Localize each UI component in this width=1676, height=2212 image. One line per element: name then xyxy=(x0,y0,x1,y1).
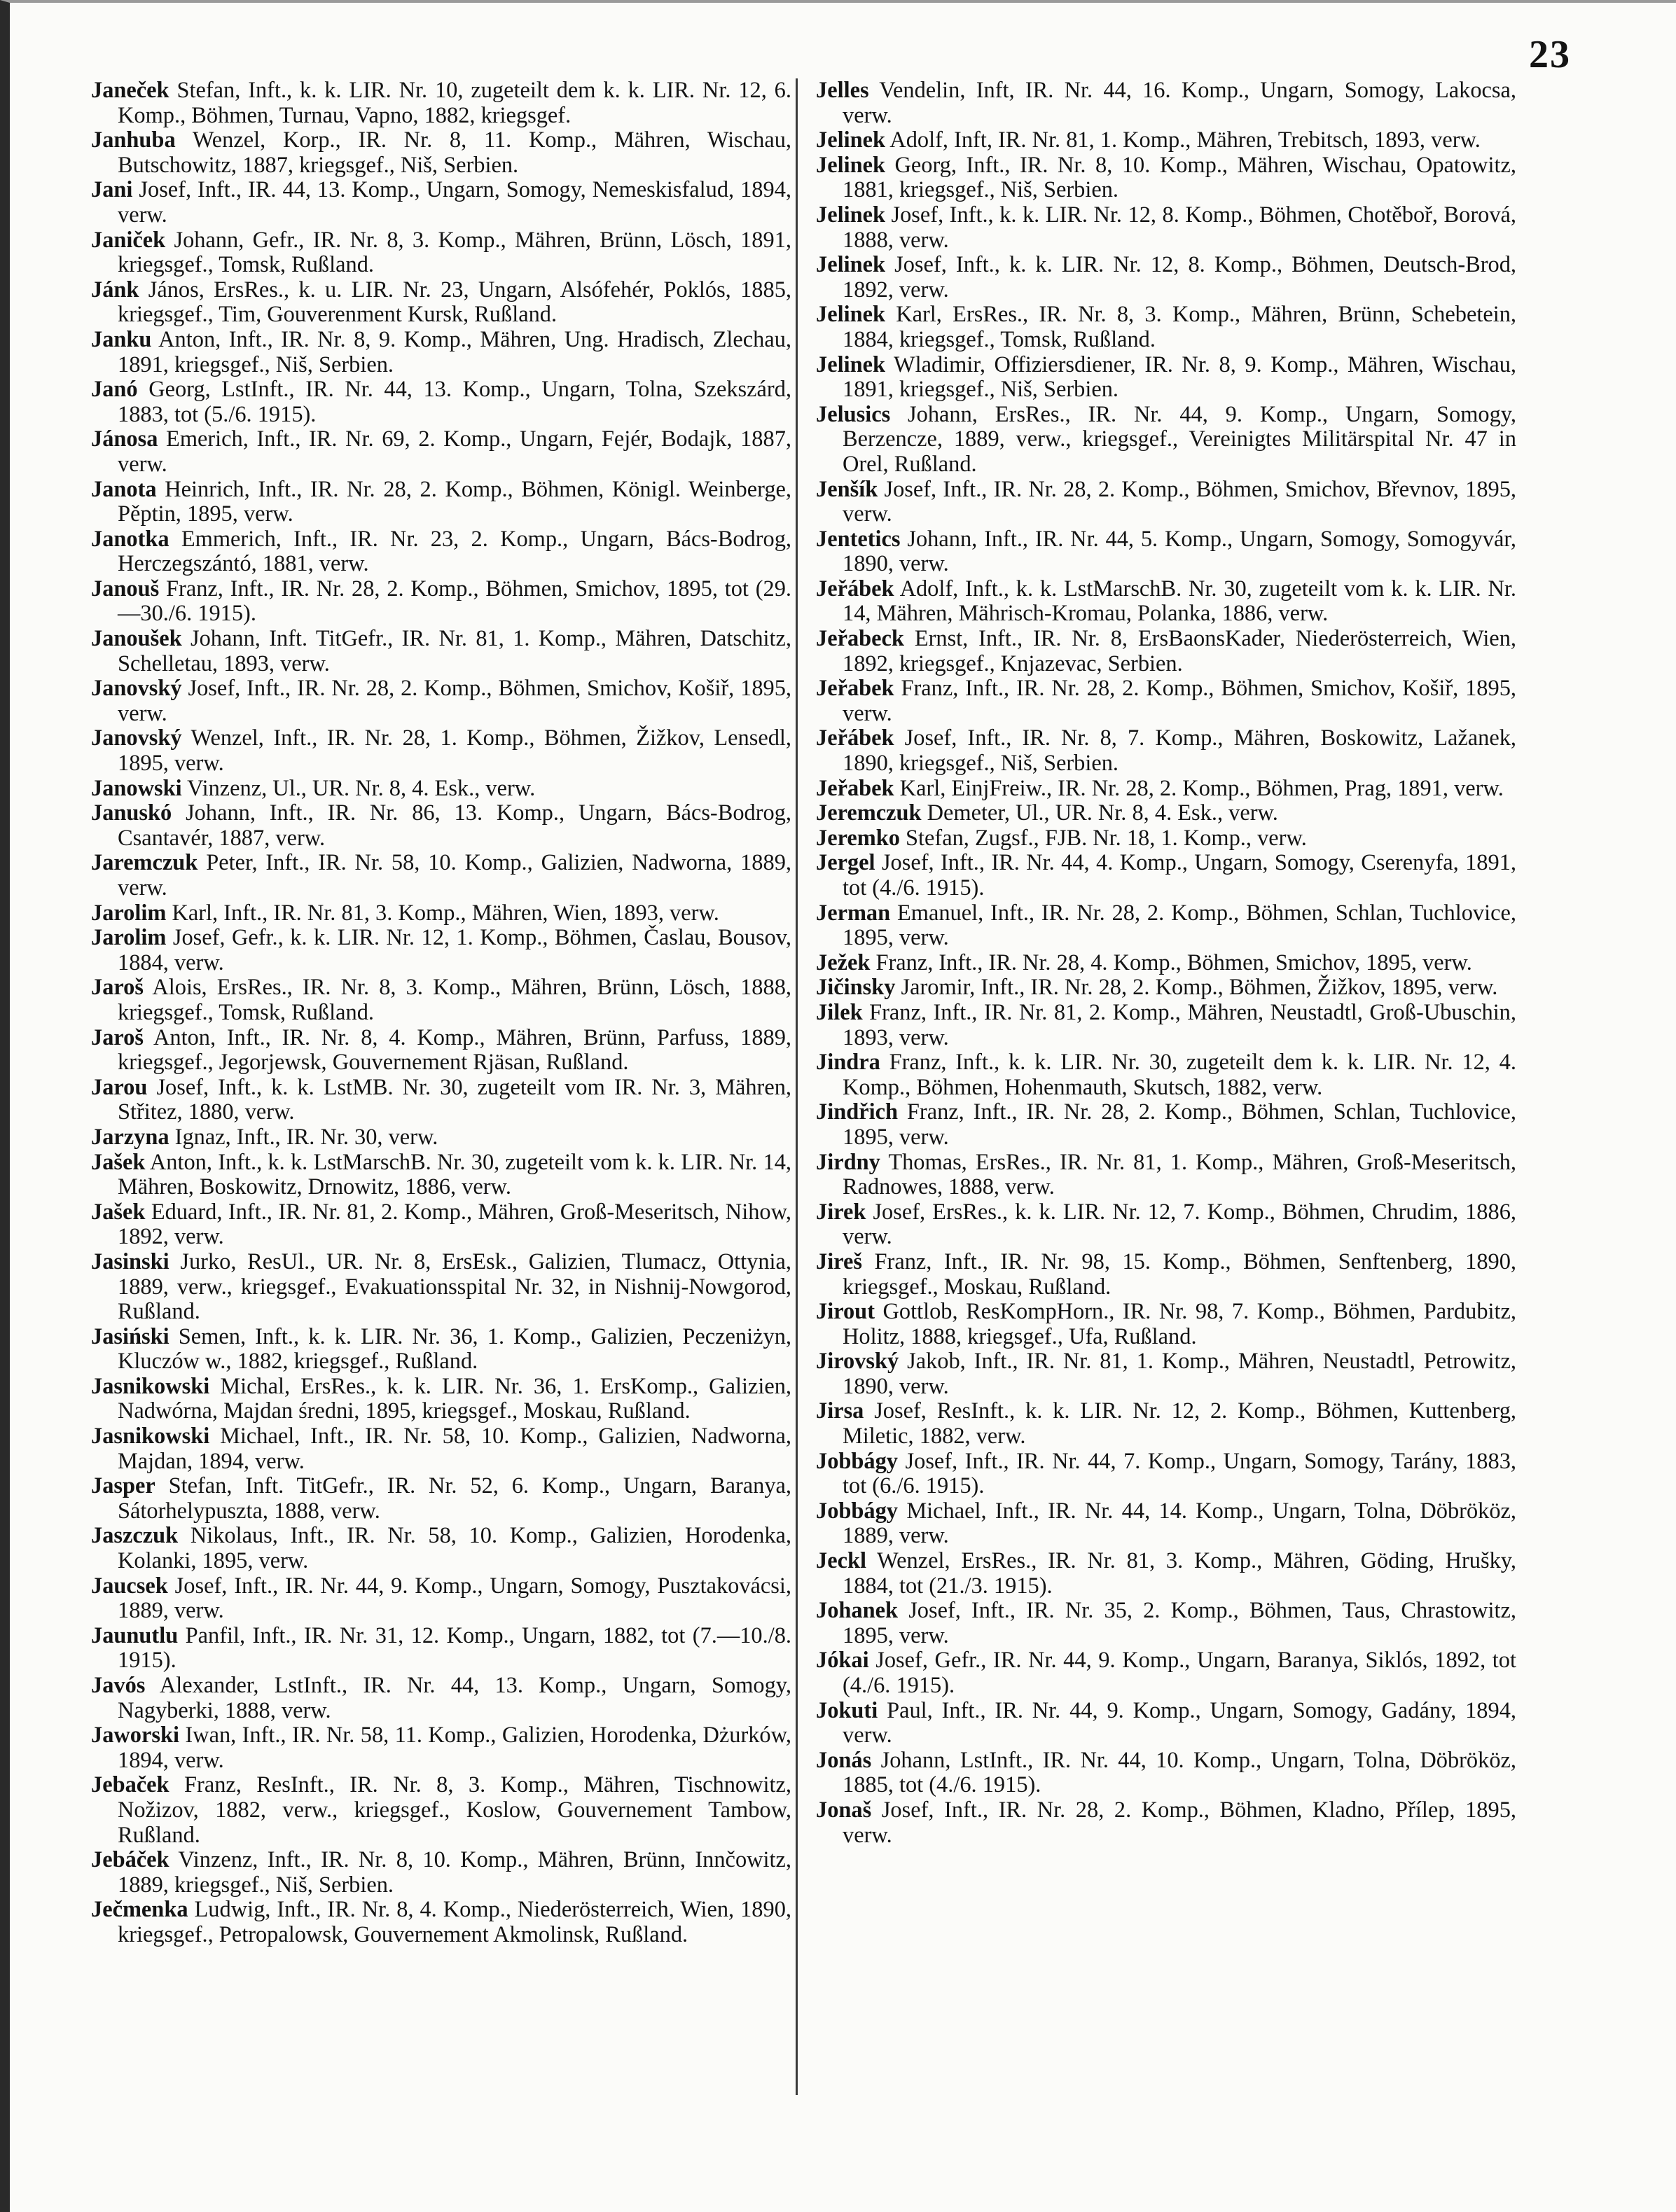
list-entry xyxy=(91,328,791,377)
entry-details: Franz, ResInft., IR. Nr. 8, 3. Komp., Mähren, Tischnowitz, Nožizov, 1882, verw., kriegsgef., Koslow, Gouvernement Tambow, Rußland. xyxy=(118,1772,791,1848)
entry-surname: Jasinski xyxy=(91,1248,169,1274)
entry-surname: Jireš xyxy=(816,1248,862,1274)
entry-details: Alois, ErsRes., IR. Nr. 8, 3. Komp., Mähren, Brünn, Lösch, 1888, kriegsgef., Tomsk, Rußland. xyxy=(118,975,791,1025)
list-entry xyxy=(816,1499,1516,1549)
list-entry xyxy=(91,1325,791,1375)
entry-surname: Jelusics xyxy=(816,401,891,427)
entry-surname: Janota xyxy=(91,476,157,502)
list-entry xyxy=(816,627,1516,676)
list-entry xyxy=(91,1424,791,1474)
entry-details: Heinrich, Inft., IR. Nr. 28, 2. Komp., Böhmen, Königl. Weinberge, Pěptin, 1895, verw. xyxy=(118,476,791,527)
entry-details: Franz, Inft., IR. Nr. 98, 15. Komp., Böhmen, Senftenberg, 1890, kriegsgef., Moskau, Rußland. xyxy=(843,1248,1516,1300)
entry-details: Georg, LstInft., IR. Nr. 44, 13. Komp., Ungarn, Tolna, Szekszárd, 1883, tot (5./6. 1915). xyxy=(118,377,791,427)
entry-surname: Jobbágy xyxy=(816,1448,899,1474)
entry-surname: Jebaček xyxy=(91,1772,169,1798)
entry-surname: Janoušek xyxy=(91,626,182,652)
entry-surname: Janovský xyxy=(91,725,182,751)
entry-details: Ernst, Inft., IR. Nr. 8, ErsBaonsKader, Niederösterreich, Wien, 1892, kriegsgef., Knjazevac, Serbien. xyxy=(843,626,1516,676)
list-entry xyxy=(816,1150,1516,1200)
entry-surname: Jonaš xyxy=(816,1797,872,1823)
entry-surname: Jentetics xyxy=(816,526,901,552)
list-entry xyxy=(816,1001,1516,1050)
entry-details: Johann, Gefr., IR. Nr. 8, 3. Komp., Mähren, Brünn, Lösch, 1891, kriegsgef., Tomsk, Rußland. xyxy=(118,227,791,278)
entry-details: Josef, Inft., IR. 44, 13. Komp., Ungarn, Somogy, Nemeskisfalud, 1894, verw. xyxy=(118,177,791,228)
list-entry xyxy=(816,1449,1516,1499)
entry-details: Franz, Inft., k. k. LIR. Nr. 30, zugeteilt dem k. k. LIR. Nr. 12, 4. Komp., Böhmen, Hohenmauth, Skutsch, 1882, verw. xyxy=(843,1050,1516,1100)
entry-details: Josef, Gefr., k. k. LIR. Nr. 12, 1. Komp., Böhmen, Časlau, Bousov, 1884, verw. xyxy=(118,925,791,975)
entry-surname: Jašek xyxy=(91,1149,146,1175)
list-entry xyxy=(816,1748,1516,1798)
entry-details: Josef, Inft., IR. Nr. 8, 7. Komp., Mähren, Boskowitz, Lažanek, 1890, kriegsgef., Niš, Serbien. xyxy=(843,725,1516,777)
entry-surname: Jindřich xyxy=(816,1099,898,1125)
entry-surname: Jaszczuk xyxy=(91,1523,179,1549)
entry-details: Nikolaus, Inft., IR. Nr. 58, 10. Komp., Galizien, Horodenka, Kolanki, 1895, verw. xyxy=(118,1523,791,1574)
entry-surname: Jarolim xyxy=(91,925,167,951)
list-entry xyxy=(816,353,1516,403)
list-entry xyxy=(91,1898,791,1947)
entry-surname: Jókai xyxy=(816,1648,869,1674)
list-entry xyxy=(816,1399,1516,1449)
list-entry xyxy=(91,1474,791,1524)
entry-details: Anton, Inft., IR. Nr. 8, 9. Komp., Mähren, Ung. Hradisch, Zlechau, 1891, kriegsgef., Niš, Serbien. xyxy=(118,326,792,377)
list-entry xyxy=(91,1076,791,1125)
entry-surname: Jasnikowski xyxy=(91,1373,210,1399)
entry-details: Vinzenz, Ul., UR. Nr. 8, 4. Esk., verw. xyxy=(187,775,536,801)
entry-surname: Jirsa xyxy=(816,1398,864,1424)
entry-details: Josef, ErsRes., k. k. LIR. Nr. 12, 7. Komp., Böhmen, Chrudim, 1886, verw. xyxy=(843,1199,1516,1250)
entry-surname: Jilek xyxy=(816,999,863,1025)
list-entry xyxy=(91,1150,791,1200)
entry-surname: Jeremko xyxy=(816,825,900,851)
entry-surname: Jaroš xyxy=(91,1024,144,1050)
entry-details: Vinzenz, Inft., IR. Nr. 8, 10. Komp., Mähren, Brünn, Innčowitz, 1889, kriegsgef., Niš, Serbien. xyxy=(118,1847,791,1898)
entry-details: Franz, Inft., IR. Nr. 81, 2. Komp., Mähren, Neustadtl, Groß-Ubuschin, 1893, verw. xyxy=(843,999,1516,1050)
entry-details: Karl, ErsRes., IR. Nr. 8, 3. Komp., Mähren, Brünn, Schebetein, 1884, kriegsgef., Tomsk, Rußland. xyxy=(843,302,1516,352)
entry-surname: Jičinsky xyxy=(816,975,896,1001)
entry-surname: Janiček xyxy=(91,227,166,253)
entry-surname: Jasnikowski xyxy=(91,1424,210,1449)
list-entry xyxy=(91,926,791,975)
column-divider xyxy=(796,78,798,2095)
list-entry xyxy=(816,975,1516,1001)
entry-surname: Ječmenka xyxy=(91,1897,188,1923)
entry-details: Josef, Inft., IR. Nr. 28, 2. Komp., Böhmen, Kladno, Přílep, 1895, verw. xyxy=(843,1797,1516,1848)
list-entry xyxy=(91,627,791,676)
entry-surname: Jarzyna xyxy=(91,1124,169,1150)
entry-surname: Janotka xyxy=(91,526,169,552)
entry-surname: Jobbágy xyxy=(816,1498,899,1524)
entry-surname: Jani xyxy=(91,177,133,203)
entry-surname: Jarolim xyxy=(91,900,167,926)
entry-surname: Jirdny xyxy=(816,1149,880,1175)
entry-details: Stefan, Inft. TitGefr., IR. Nr. 52, 6. Komp., Ungarn, Baranya, Sátorhelypuszta, 1888, verw. xyxy=(118,1473,791,1524)
entry-details: Emanuel, Inft., IR. Nr. 28, 2. Komp., Böhmen, Schlan, Tuchlovice, 1895, verw. xyxy=(843,900,1516,951)
entry-details: Josef, Inft., IR. Nr. 44, 7. Komp., Ungarn, Somogy, Tarány, 1883, tot (6./6. 1915). xyxy=(843,1448,1516,1499)
list-entry xyxy=(816,153,1516,203)
list-entry xyxy=(816,1250,1516,1300)
list-entry xyxy=(816,951,1516,976)
entry-details: Wenzel, ErsRes., IR. Nr. 81, 3. Komp., Mähren, Göding, Hrušky, 1884, tot (21./3. 1915). xyxy=(843,1548,1516,1599)
entry-surname: Jašek xyxy=(91,1199,146,1225)
entry-details: Michael, Inft., IR. Nr. 58, 10. Komp., Galizien, Nadworna, Majdan, 1894, verw. xyxy=(118,1424,791,1474)
entry-surname: Januskó xyxy=(91,800,172,826)
entry-details: Johann, LstInft., IR. Nr. 44, 10. Komp., Ungarn, Tolna, Döbrököz, 1885, tot (4./6. 1915). xyxy=(843,1747,1516,1798)
list-entry xyxy=(816,478,1516,527)
list-entry xyxy=(91,1200,791,1250)
entry-surname: Jelinek xyxy=(816,252,885,278)
column-left xyxy=(91,78,791,1948)
entry-details: Jurko, ResUl., UR. Nr. 8, ErsEsk., Galizien, Tlumacz, Ottynia, 1889, verw., kriegsgef., Evakuationsspital Nr. 32, in Nishnij-Nowgorod, Rußland. xyxy=(118,1248,791,1325)
entry-surname: Jaucsek xyxy=(91,1573,168,1599)
entry-details: Demeter, Ul., UR. Nr. 8, 4. Esk., verw. xyxy=(927,800,1278,826)
list-entry xyxy=(816,1599,1516,1648)
entry-details: Johann, Inft. TitGefr., IR. Nr. 81, 1. Komp., Mähren, Datschitz, Schelletau, 1893, verw. xyxy=(118,626,791,676)
entry-details: Johann, Inft., IR. Nr. 86, 13. Komp., Ungarn, Bács-Bodrog, Csantavér, 1887, verw. xyxy=(118,800,791,851)
entry-details: Franz, Inft., IR. Nr. 28, 2. Komp., Böhmen, Schlan, Tuchlovice, 1895, verw. xyxy=(843,1099,1516,1150)
entry-details: Josef, Inft., IR. Nr. 44, 9. Komp., Ungarn, Somogy, Pusztakovácsi, 1889, verw. xyxy=(118,1573,791,1624)
entry-surname: Janó xyxy=(91,377,138,403)
list-entry xyxy=(816,1050,1516,1100)
entry-surname: Jeřabeck xyxy=(816,626,904,652)
list-entry xyxy=(91,478,791,527)
entry-details: Adolf, Inft, IR. Nr. 81, 1. Komp., Mähren, Trebitsch, 1893, verw. xyxy=(889,127,1481,153)
list-entry xyxy=(91,1125,791,1150)
entry-surname: Jelinek xyxy=(816,152,885,178)
entry-surname: Jindra xyxy=(816,1050,880,1076)
entry-surname: Jelles xyxy=(816,78,869,103)
list-entry xyxy=(91,676,791,726)
entry-surname: Jergel xyxy=(816,850,875,876)
entry-surname: Jasiński xyxy=(91,1323,169,1349)
entry-details: Stefan, Zugsf., FJB. Nr. 18, 1. Komp., verw. xyxy=(906,825,1307,851)
entry-details: Josef, ResInft., k. k. LIR. Nr. 12, 2. Komp., Böhmen, Kuttenberg, Miletic, 1882, verw. xyxy=(843,1398,1516,1449)
entry-surname: Jeřabek xyxy=(816,775,894,801)
list-entry xyxy=(91,577,791,627)
entry-surname: Jelinek xyxy=(816,302,885,328)
entry-surname: Javós xyxy=(91,1673,146,1698)
list-entry xyxy=(91,377,791,427)
entry-surname: Jeřábek xyxy=(816,725,894,751)
entry-details: Gottlob, ResKompHorn., IR. Nr. 98, 7. Komp., Böhmen, Pardubitz, Holitz, 1888, kriegsgef., Ufa, Rußland. xyxy=(843,1299,1516,1349)
list-entry xyxy=(91,78,791,128)
entry-surname: Janku xyxy=(91,326,152,352)
entry-details: Georg, Inft., IR. Nr. 8, 10. Komp., Mähren, Wischau, Opatowitz, 1881, kriegsgef., Niš, Serbien. xyxy=(843,152,1516,203)
column-right xyxy=(816,78,1516,1848)
entry-surname: Jaworski xyxy=(91,1723,179,1748)
entry-surname: Janowski xyxy=(91,775,182,801)
entry-details: Wenzel, Inft., IR. Nr. 28, 1. Komp., Böhmen, Žižkov, Lensedl, 1895, verw. xyxy=(118,725,791,777)
entry-details: Ignaz, Inft., IR. Nr. 30, verw. xyxy=(174,1124,438,1150)
entry-details: Adolf, Inft., k. k. LstMarschB. Nr. 30, zugeteilt vom k. k. LIR. Nr. 14, Mähren, Mährisch-Kromau, Polanka, 1886, verw. xyxy=(843,576,1517,627)
list-entry xyxy=(816,302,1516,352)
entry-surname: Jebáček xyxy=(91,1847,169,1873)
list-entry xyxy=(91,1250,791,1325)
list-entry xyxy=(91,128,791,178)
list-entry xyxy=(91,851,791,900)
entry-details: Michael, Inft., IR. Nr. 44, 14. Komp., Ungarn, Tolna, Döbrököz, 1889, verw. xyxy=(843,1498,1516,1549)
list-entry xyxy=(91,278,791,328)
entry-surname: Jaroš xyxy=(91,975,144,1001)
entry-details: Josef, Inft., IR. Nr. 44, 4. Komp., Ungarn, Somogy, Cserenyfa, 1891, tot (4./6. 1915). xyxy=(843,850,1516,900)
list-entry xyxy=(816,1300,1516,1349)
entry-surname: Jerman xyxy=(816,900,891,926)
entry-surname: Jonás xyxy=(816,1747,872,1773)
entry-details: Josef, Inft., IR. Nr. 35, 2. Komp., Böhmen, Taus, Chrastowitz, 1895, verw. xyxy=(843,1598,1516,1648)
entry-surname: Jelinek xyxy=(816,202,885,228)
entry-details: Wenzel, Korp., IR. Nr. 8, 11. Komp., Mähren, Wischau, Butschowitz, 1887, kriegsgef., Niš, Serbien. xyxy=(118,127,791,178)
list-entry xyxy=(816,901,1516,951)
list-entry xyxy=(816,1699,1516,1748)
entry-surname: Janovský xyxy=(91,676,182,702)
list-entry xyxy=(816,777,1516,802)
entry-details: Iwan, Inft., IR. Nr. 58, 11. Komp., Galizien, Horodenka, Dżurków, 1894, verw. xyxy=(118,1723,792,1773)
entry-surname: Jasper xyxy=(91,1473,155,1499)
list-entry xyxy=(816,801,1516,826)
entry-details: Alexander, LstInft., IR. Nr. 44, 13. Komp., Ungarn, Somogy, Nagyberki, 1888, verw. xyxy=(118,1673,791,1723)
entry-surname: Jirek xyxy=(816,1199,866,1225)
entry-surname: Jeremczuk xyxy=(816,800,922,826)
entry-details: Josef, Inft., k. k. LIR. Nr. 12, 8. Komp., Böhmen, Chotěboř, Borová, 1888, verw. xyxy=(843,202,1516,253)
list-entry xyxy=(816,1100,1516,1150)
entry-surname: Jenšík xyxy=(816,476,878,502)
list-entry xyxy=(816,203,1516,253)
list-entry xyxy=(816,1648,1516,1698)
list-entry xyxy=(91,801,791,851)
entry-details: Ludwig, Inft., IR. Nr. 8, 4. Komp., Niederösterreich, Wien, 1890, kriegsgef., Petropalowsk, Gouvernement Akmolinsk, Rußland. xyxy=(118,1897,791,1947)
list-entry xyxy=(91,527,791,577)
list-entry xyxy=(816,527,1516,577)
entry-surname: Jeřábek xyxy=(816,576,894,601)
list-entry xyxy=(91,1773,791,1848)
entry-surname: Janouš xyxy=(91,576,160,601)
entry-surname: Jaunutlu xyxy=(91,1622,179,1648)
list-entry xyxy=(816,1200,1516,1250)
list-entry xyxy=(816,78,1516,128)
entry-details: Josef, Inft., IR. Nr. 28, 2. Komp., Böhmen, Smichov, Košiř, 1895, verw. xyxy=(118,676,791,726)
entry-details: Semen, Inft., k. k. LIR. Nr. 36, 1. Komp., Galizien, Peczeniżyn, Kluczów w., 1882, kriegsgef., Rußland. xyxy=(118,1323,791,1375)
entry-surname: Janeček xyxy=(91,78,169,103)
list-entry xyxy=(91,1574,791,1624)
entry-surname: Jirovský xyxy=(816,1349,899,1375)
entry-details: Paul, Inft., IR. Nr. 44, 9. Komp., Ungarn, Somogy, Gadány, 1894, verw. xyxy=(843,1697,1516,1748)
entry-surname: Jirout xyxy=(816,1299,875,1325)
entry-details: Panfil, Inft., IR. Nr. 31, 12. Komp., Ungarn, 1882, tot (7.—10./8. 1915). xyxy=(118,1622,791,1674)
list-entry xyxy=(91,178,791,228)
list-entry xyxy=(91,228,791,278)
entry-details: Karl, Inft., IR. Nr. 81, 3. Komp., Mähren, Wien, 1893, verw. xyxy=(172,900,719,926)
list-entry xyxy=(91,777,791,802)
entry-details: Jaromir, Inft., IR. Nr. 28, 2. Komp., Böhmen, Žižkov, 1895, verw. xyxy=(901,975,1498,1001)
entry-details: Franz, Inft., IR. Nr. 28, 4. Komp., Böhmen, Smichov, 1895, verw. xyxy=(875,950,1472,975)
entry-details: Vendelin, Inft, IR. Nr. 44, 16. Komp., Ungarn, Somogy, Lakocsa, verw. xyxy=(843,78,1516,128)
entry-surname: Jarou xyxy=(91,1074,148,1100)
entry-details: Emerich, Inft., IR. Nr. 69, 2. Komp., Ungarn, Fejér, Bodajk, 1887, verw. xyxy=(118,426,791,477)
list-entry xyxy=(816,128,1516,153)
list-entry xyxy=(816,1798,1516,1848)
list-entry xyxy=(816,1549,1516,1599)
list-entry xyxy=(91,1026,791,1076)
list-entry xyxy=(91,901,791,926)
entry-surname: Jaremczuk xyxy=(91,850,198,876)
entry-surname: Jánk xyxy=(91,277,139,302)
entry-details: Peter, Inft., IR. Nr. 58, 10. Komp., Galizien, Nadworna, 1889, verw. xyxy=(118,850,791,900)
list-entry xyxy=(91,1624,791,1674)
entry-details: Josef, Inft., k. k. LIR. Nr. 12, 8. Komp., Böhmen, Deutsch-Brod, 1892, verw. xyxy=(843,252,1516,302)
list-entry xyxy=(816,676,1516,726)
entry-surname: Janhuba xyxy=(91,127,176,153)
list-entry xyxy=(91,427,791,477)
entry-details: Josef, Inft., k. k. LstMB. Nr. 30, zugeteilt vom IR. Nr. 3, Mähren, Střitez, 1880, verw. xyxy=(118,1074,791,1125)
entry-surname: Jánosa xyxy=(91,426,158,452)
entry-details: Anton, Inft., k. k. LstMarschB. Nr. 30, zugeteilt vom k. k. LIR. Nr. 14, Mähren, Boskowitz, Drnowitz, 1886, verw. xyxy=(118,1149,792,1200)
list-entry xyxy=(816,403,1516,478)
page-number: 23 xyxy=(1529,33,1571,76)
entry-details: Karl, EinjFreiw., IR. Nr. 28, 2. Komp., Böhmen, Prag, 1891, verw. xyxy=(899,775,1504,801)
entry-details: Eduard, Inft., IR. Nr. 81, 2. Komp., Mähren, Groß-Meseritsch, Nihow, 1892, verw. xyxy=(118,1199,791,1250)
entry-surname: Johanek xyxy=(816,1598,899,1624)
entry-details: Franz, Inft., IR. Nr. 28, 2. Komp., Böhmen, Smichov, Košiř, 1895, verw. xyxy=(843,676,1516,726)
entry-surname: Jelinek xyxy=(816,127,885,153)
list-entry xyxy=(816,726,1516,776)
entry-details: Anton, Inft., IR. Nr. 8, 4. Komp., Mähren, Brünn, Parfuss, 1889, kriegsgef., Jegorjewsk, Gouvernement Rjäsan, Rußland. xyxy=(118,1024,791,1076)
list-entry xyxy=(91,1848,791,1898)
entry-details: Emmerich, Inft., IR. Nr. 23, 2. Komp., Ungarn, Bács-Bodrog, Herczegszántó, 1881, verw. xyxy=(118,526,791,577)
list-entry xyxy=(816,577,1516,627)
list-entry xyxy=(816,253,1516,302)
entry-details: Franz, Inft., IR. Nr. 28, 2. Komp., Böhmen, Smichov, 1895, tot (29.—30./6. 1915). xyxy=(118,576,791,627)
entry-details: Johann, ErsRes., IR. Nr. 44, 9. Komp., Ungarn, Somogy, Berzencze, 1889, verw., kriegsgef., Vereinigtes Militärspital Nr. 47 in Orel, Rußland. xyxy=(843,401,1516,477)
entry-details: Thomas, ErsRes., IR. Nr. 81, 1. Komp., Mähren, Groß-Meseritsch, Radnowes, 1888, verw. xyxy=(843,1149,1516,1200)
list-entry xyxy=(91,975,791,1025)
entry-surname: Jeckl xyxy=(816,1548,866,1574)
entry-details: Jakob, Inft., IR. Nr. 81, 1. Komp., Mähren, Neustadtl, Petrowitz, 1890, verw. xyxy=(843,1349,1516,1399)
list-entry xyxy=(91,1723,791,1773)
entry-surname: Jokuti xyxy=(816,1697,878,1723)
entry-details: Josef, Inft., IR. Nr. 28, 2. Komp., Böhmen, Smichov, Břevnov, 1895, verw. xyxy=(843,476,1516,527)
entry-surname: Ježek xyxy=(816,950,871,975)
entry-surname: Jelinek xyxy=(816,352,885,377)
entry-details: Stefan, Inft., k. k. LIR. Nr. 10, zugeteilt dem k. k. LIR. Nr. 12, 6. Komp., Böhmen, Turnau, Vapno, 1882, kriegsgef. xyxy=(118,78,791,128)
list-entry xyxy=(816,1349,1516,1399)
entry-details: Wladimir, Offiziersdiener, IR. Nr. 8, 9. Komp., Mähren, Wischau, 1891, kriegsgef., Niš, Serbien. xyxy=(843,352,1516,403)
list-entry xyxy=(91,726,791,776)
entry-surname: Jeřabek xyxy=(816,676,894,702)
list-entry xyxy=(816,826,1516,851)
list-entry xyxy=(91,1375,791,1424)
list-entry xyxy=(816,851,1516,900)
entry-details: Johann, Inft., IR. Nr. 44, 5. Komp., Ungarn, Somogy, Somogyvár, 1890, verw. xyxy=(843,526,1516,577)
entry-details: János, ErsRes., k. u. LIR. Nr. 23, Ungarn, Alsófehér, Poklós, 1885, kriegsgef., Tim, Gouverenment Kursk, Rußland. xyxy=(118,277,791,328)
entry-details: Josef, Gefr., IR. Nr. 44, 9. Komp., Ungarn, Baranya, Siklós, 1892, tot (4./6. 1915). xyxy=(843,1648,1516,1698)
entry-details: Michal, ErsRes., k. k. LIR. Nr. 36, 1. ErsKomp., Galizien, Nadwórna, Majdan średni, 1895, kriegsgef., Moskau, Rußland. xyxy=(118,1373,791,1424)
list-entry xyxy=(91,1524,791,1573)
list-entry xyxy=(91,1674,791,1723)
